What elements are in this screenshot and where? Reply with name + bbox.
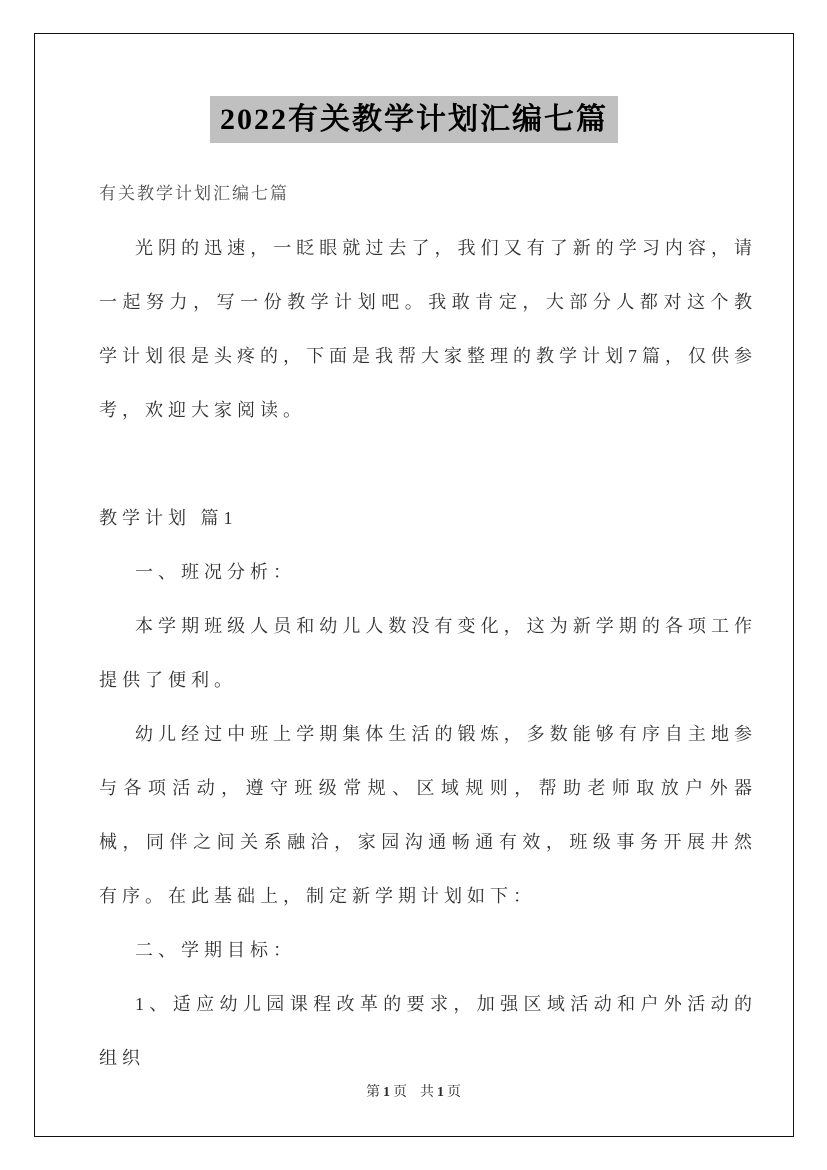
- paragraph-children-progress: 幼儿经过中班上学期集体生活的锻炼，多数能够有序自主地参与各项活动，遵守班级常规、区域规则，帮助老师取放户外器械，同伴之间关系融洽，家园沟通畅通有效，班级事务开展井然有序。在此基础上，制定新学期计划如下：: [99, 724, 757, 906]
- footer-total-prefix: 共: [420, 1085, 435, 1100]
- document-body: [99, 167, 757, 1085]
- footer-page-suffix: 页: [393, 1085, 408, 1100]
- title-row: [35, 96, 793, 143]
- heading-semester-goals: 二、学期目标：: [135, 940, 296, 960]
- footer-current-page: [366, 1085, 408, 1100]
- footer-total-suffix: 页: [447, 1085, 462, 1100]
- footer-page-number: 1: [383, 1085, 391, 1100]
- heading-class-analysis: 一、班况分析：: [135, 562, 296, 582]
- paragraph-intro: 光阴的迅速，一眨眼就过去了，我们又有了新的学习内容，请一起努力，写一份教学计划吧。我敢肯定，大部分人都对这个教学计划很是头疼的，下面是我帮大家整理的教学计划7篇，仅供参考，欢迎大家阅读。: [99, 238, 757, 420]
- paragraph-goal-1: 1、适应幼儿园课程改革的要求，加强区域活动和户外活动的组织: [99, 994, 757, 1068]
- footer-page-prefix: 第: [366, 1085, 381, 1100]
- page-footer: [35, 1085, 793, 1100]
- paragraph-class-status: 本学期班级人员和幼儿人数没有变化，这为新学期的各项工作提供了便利。: [99, 616, 757, 690]
- footer-total-number: 1: [437, 1085, 445, 1100]
- document-subtitle: 有关教学计划汇编七篇: [99, 184, 289, 203]
- footer-total-pages: [420, 1085, 462, 1100]
- document-title: 2022有关教学计划汇编七篇: [210, 96, 618, 143]
- section-heading-plan-1: 教学计划 篇1: [99, 508, 238, 528]
- document-page: [34, 33, 794, 1137]
